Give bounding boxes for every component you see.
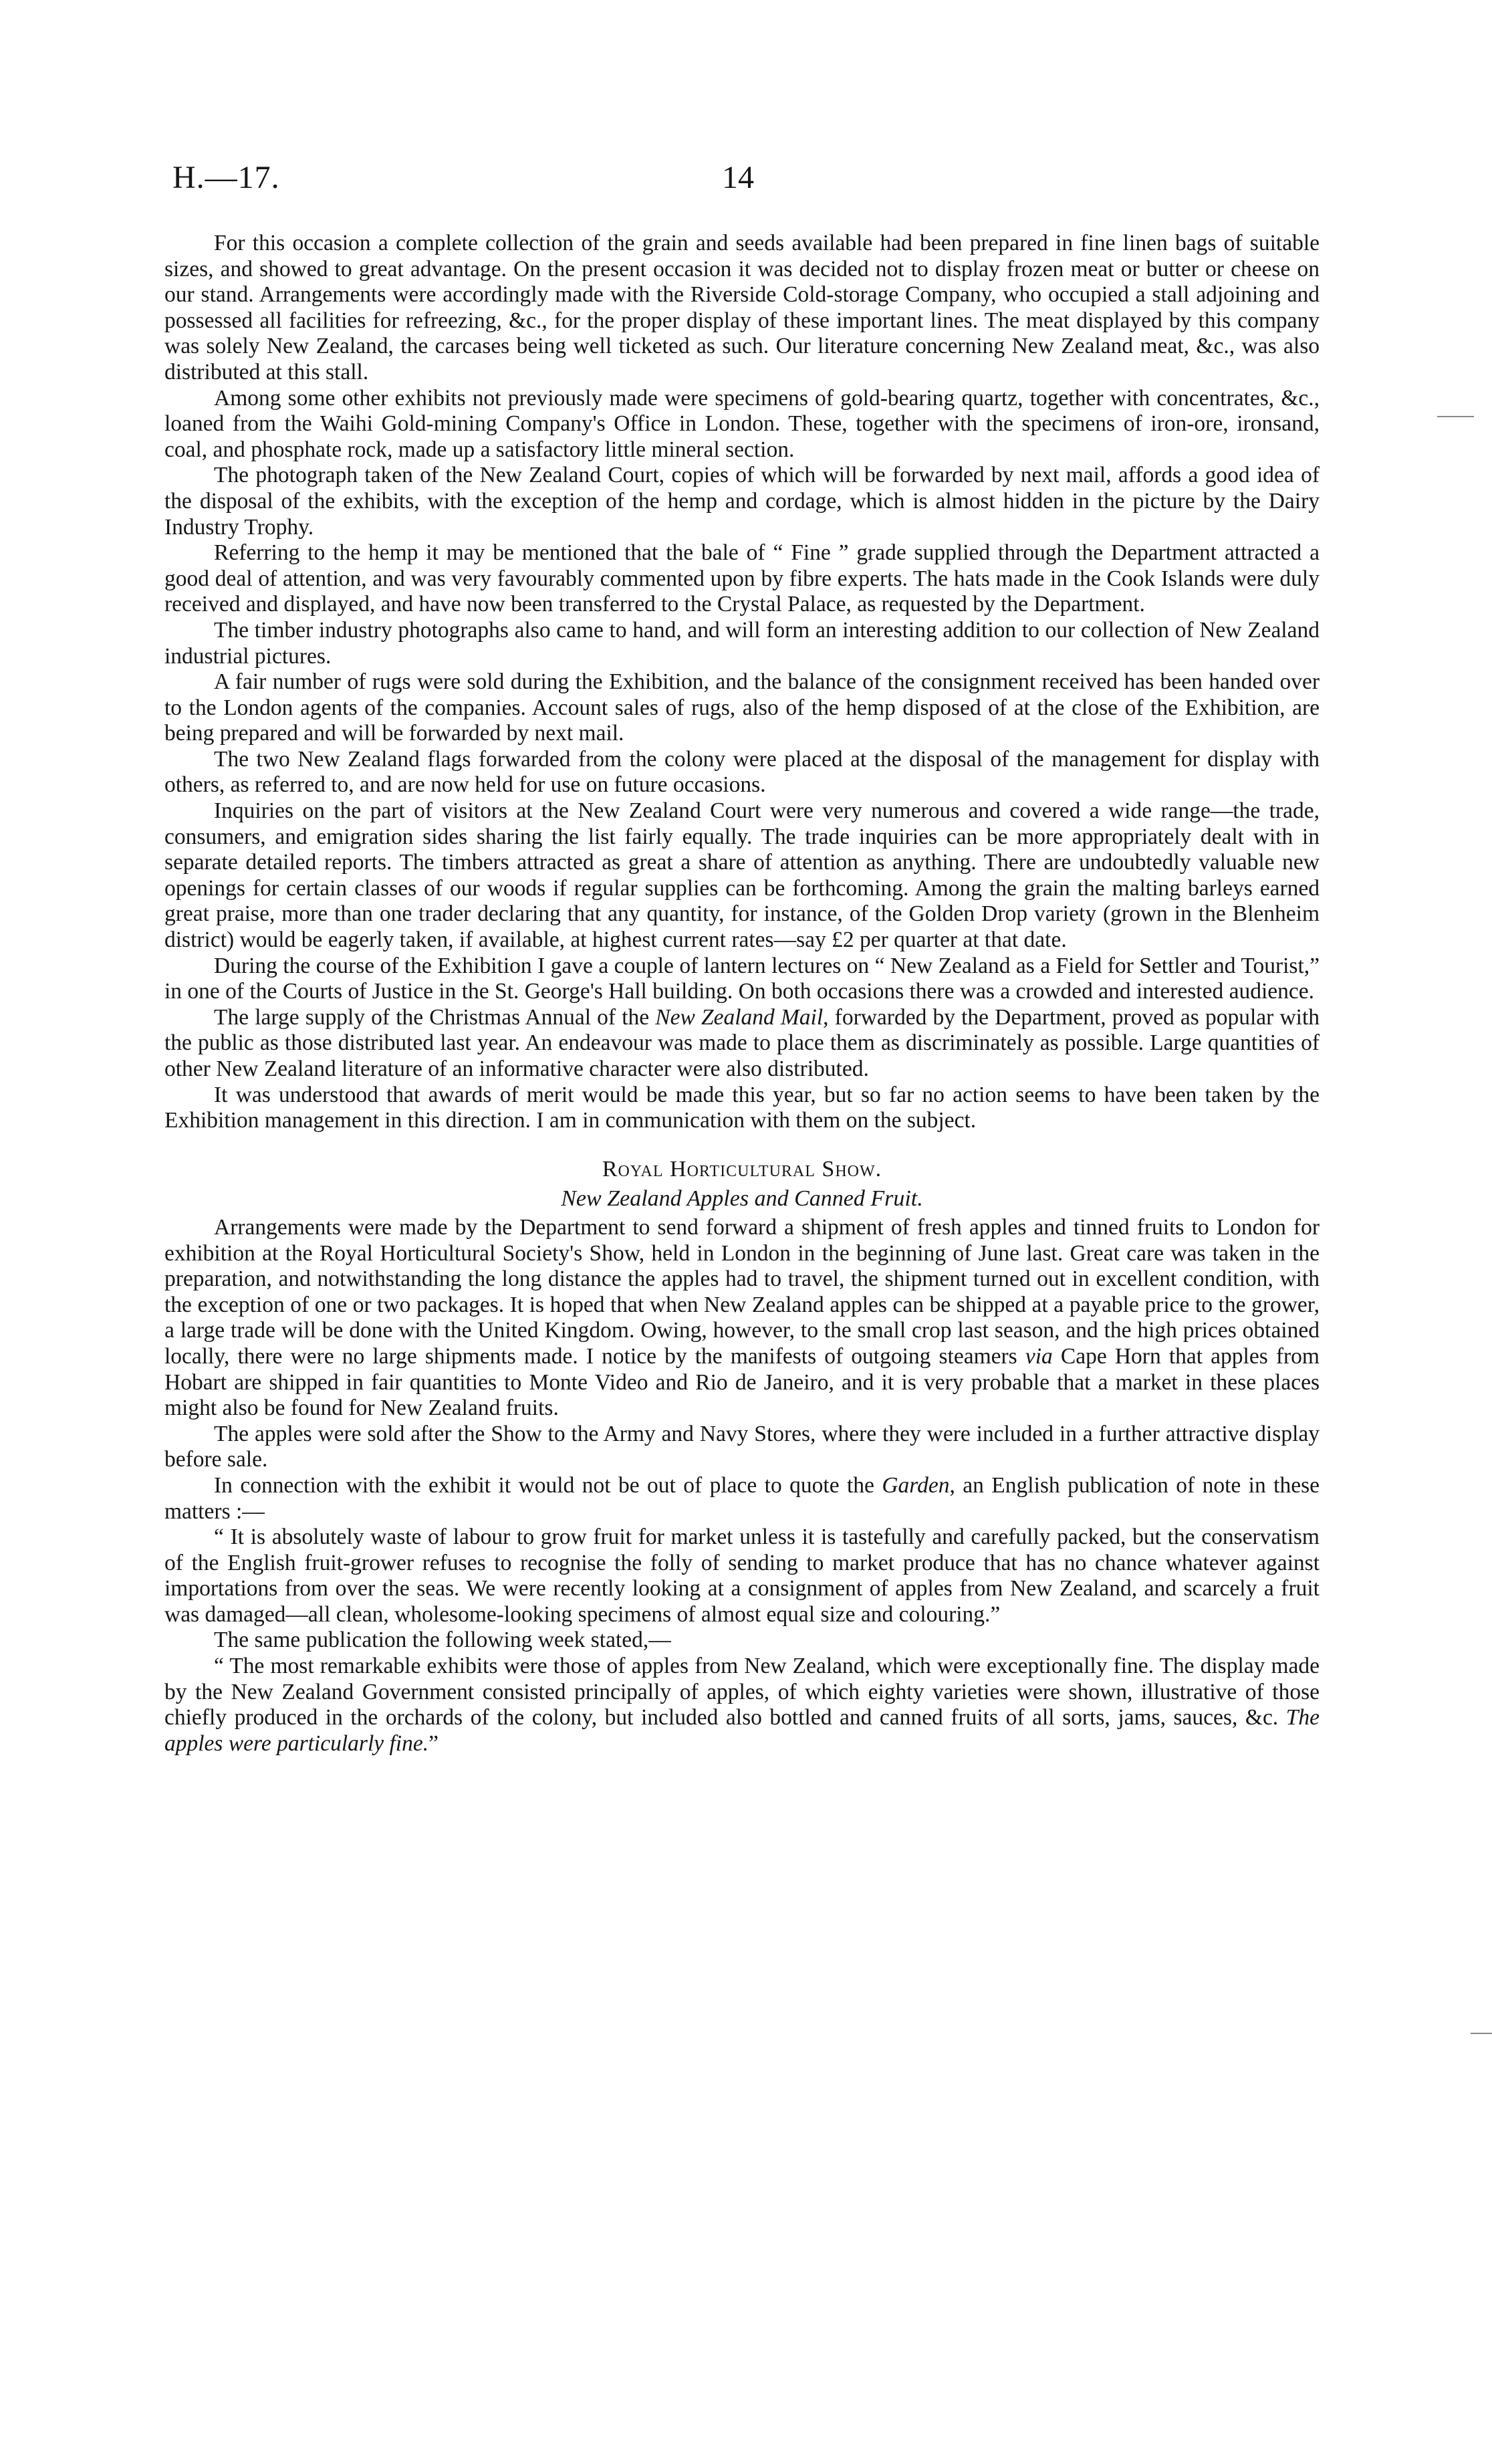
text-run: Arrangements were made by the Department to send forward a shipment of fresh apples and tinned fruits to London for exhibition at the Royal Horticultural Society's Show, held in London in the beginning of June last. Great care was taken in the preparation, and notwithstanding the long distance the apples had to travel, the shipment turned out in excellent condition, with the exception of one or two packages. It is hoped that when New Zealand apples can be shipped at a payable price to the grower, a large trade will be done with the United Kingdom. Owing, however, to the small crop last season, and the high prices obtained locally, there were no large shipments made. I notice by the manifests of outgoing steamers xyxy=(164,1214,1320,1369)
text-run: ” xyxy=(428,1730,439,1756)
section-heading: Royal Horticultural Show. xyxy=(602,1156,882,1182)
margin-mark xyxy=(1437,416,1474,417)
italic-title: New Zealand Mail xyxy=(655,1004,824,1030)
paragraph: The photograph taken of the New Zealand Court, copies of which will be forwarded by next mail, affords a good idea of the disposal of the exhibits, with the exception of the hemp and cordage, which is almost hidden in the picture by the Dairy Industry Trophy. xyxy=(164,463,1320,540)
text-run: “ The most remarkable exhibits were those of apples from New Zealand, which were exceptionally fine. The display made by the New Zealand Government consisted principally of apples, of which eighty varieties were shown, illustrative of those chiefly produced in the orchards of the colony, but included also bottled and canned fruits of all sorts, jams, sauces, &c. xyxy=(164,1654,1320,1730)
paragraph: A fair number of rugs were sold during the Exhibition, and the balance of the consignment received has been handed over to the London agents of the companies. Account sales of rugs, also of the hemp disposed of at the close of the Exhibition, are being prepared and will be forwarded by next mail. xyxy=(164,669,1320,746)
paragraph xyxy=(164,1005,1320,1083)
paragraph: The same publication the following week stated,— xyxy=(214,1628,671,1653)
page-number: 14 xyxy=(722,160,754,195)
paragraph: During the course of the Exhibition I gave a couple of lantern lectures on “ New Zealand as a Field for Settler and Tourist,” in one of the Courts of Justice in the St. George's Hall building. On both occasions there was a crowded and interested audience. xyxy=(164,953,1320,1004)
italic-phrase: The apples were particularly fine. xyxy=(164,1705,1320,1756)
paragraph: Referring to the hemp it may be mentioned that the bale of “ Fine ” grade supplied through the Department attracted a good deal of attention, and was very favourably commented upon by fibre experts. The hats made in the Cook Islands were duly received and displayed, and have now been transferred to the Crystal Palace, as requested by the Department. xyxy=(164,540,1320,617)
paragraph xyxy=(164,1215,1320,1422)
paragraph: It was understood that awards of merit would be made this year, but so far no action seems to have been taken by the Exhibition management in this direction. I am in communication with them on the subject. xyxy=(164,1082,1320,1133)
text-run: In connection with the exhibit it would not be out of place to quote the xyxy=(214,1472,882,1498)
quotation: “ It is absolutely waste of labour to grow fruit for market unless it is tastefully and carefully packed, but the conservatism of the English fruit-grower refuses to recognise the folly of sending to market produce that has no chance whatever against importations from over the seas. We were recently looking at a consignment of apples from New Zealand, and scarcely a fruit was damaged—all clean, wholesome-looking specimens of almost equal size and colouring.” xyxy=(164,1525,1320,1627)
paragraph: For this occasion a complete collection of the grain and seeds available had been prepared in fine linen bags of suitable sizes, and showed to great advantage. On the present occasion it was decided not to display frozen meat or butter or cheese on our stand. Arrangements were accordingly made with the Riverside Cold-storage Company, who occupied a stall adjoining and possessed all facilities for refreezing, &c., for the proper display of these important lines. The meat displayed by this company was solely New Zealand, the carcases being well ticketed as such. Our literature concerning New Zealand meat, &c., was also distributed at this stall. xyxy=(164,231,1320,384)
text-run: The large supply of the Christmas Annual of the xyxy=(214,1004,656,1030)
paragraph: Inquiries on the part of visitors at the New Zealand Court were very numerous and covered a wide range—the trade, consumers, and emigration sides sharing the list fairly equally. The trade inquiries can be more appropriately dealt with in separate detailed reports. The timbers attracted as great a share of attention as anything. There are undoubtedly valuable new openings for certain classes of our woods if regular supplies can be forthcoming. Among the grain the malting barleys earned great praise, more than one trader declaring that any quantity, for instance, of the Golden Drop variety (grown in the Blenheim district) would be eagerly taken, if available, at highest current rates—say £2 per quarter at that date. xyxy=(164,798,1320,953)
paragraph xyxy=(164,1473,1320,1525)
text-run: , forwarded by the Department, proved as popular with the public as those distributed last year. An endeavour was made to place them as discriminately as possible. Large quantities of other New Zealand literature of an informative character were also distributed. xyxy=(164,1004,1320,1081)
margin-mark xyxy=(1471,2033,1492,2034)
quotation xyxy=(164,1654,1320,1757)
section-subheading: New Zealand Apples and Canned Fruit. xyxy=(561,1186,923,1212)
text-run: Cape Horn that apples from Hobart are shipped in fair quantities to Monte Video and Rio de Janeiro, and it is very probable that a market in these places might also be found for New Zealand fruits. xyxy=(164,1343,1320,1421)
page-header xyxy=(172,159,1322,206)
italic-title: Garden xyxy=(882,1472,950,1498)
paragraph: Among some other exhibits not previously made were specimens of gold-bearing quartz, together with concentrates, &c., loaned from the Waihi Gold-mining Company's Office in London. These, together with the specimens of iron-ore, ironsand, coal, and phosphate rock, made up a satisfactory little mineral section. xyxy=(164,385,1320,462)
text-run: , an English publication of note in these matters :— xyxy=(164,1472,1320,1524)
paragraph: The apples were sold after the Show to the Army and Navy Stores, where they were included in a further attractive display before sale. xyxy=(164,1421,1320,1472)
paragraph: The timber industry photographs also came to hand, and will form an interesting addition to our collection of New Zealand industrial pictures. xyxy=(164,617,1320,669)
paragraph: The two New Zealand flags forwarded from the colony were placed at the disposal of the management for display with others, as referred to, and are now held for use on future occasions. xyxy=(164,746,1320,798)
body-text xyxy=(164,231,1320,1757)
italic-word: via xyxy=(1025,1343,1053,1369)
document-reference: H.—17. xyxy=(172,160,280,195)
